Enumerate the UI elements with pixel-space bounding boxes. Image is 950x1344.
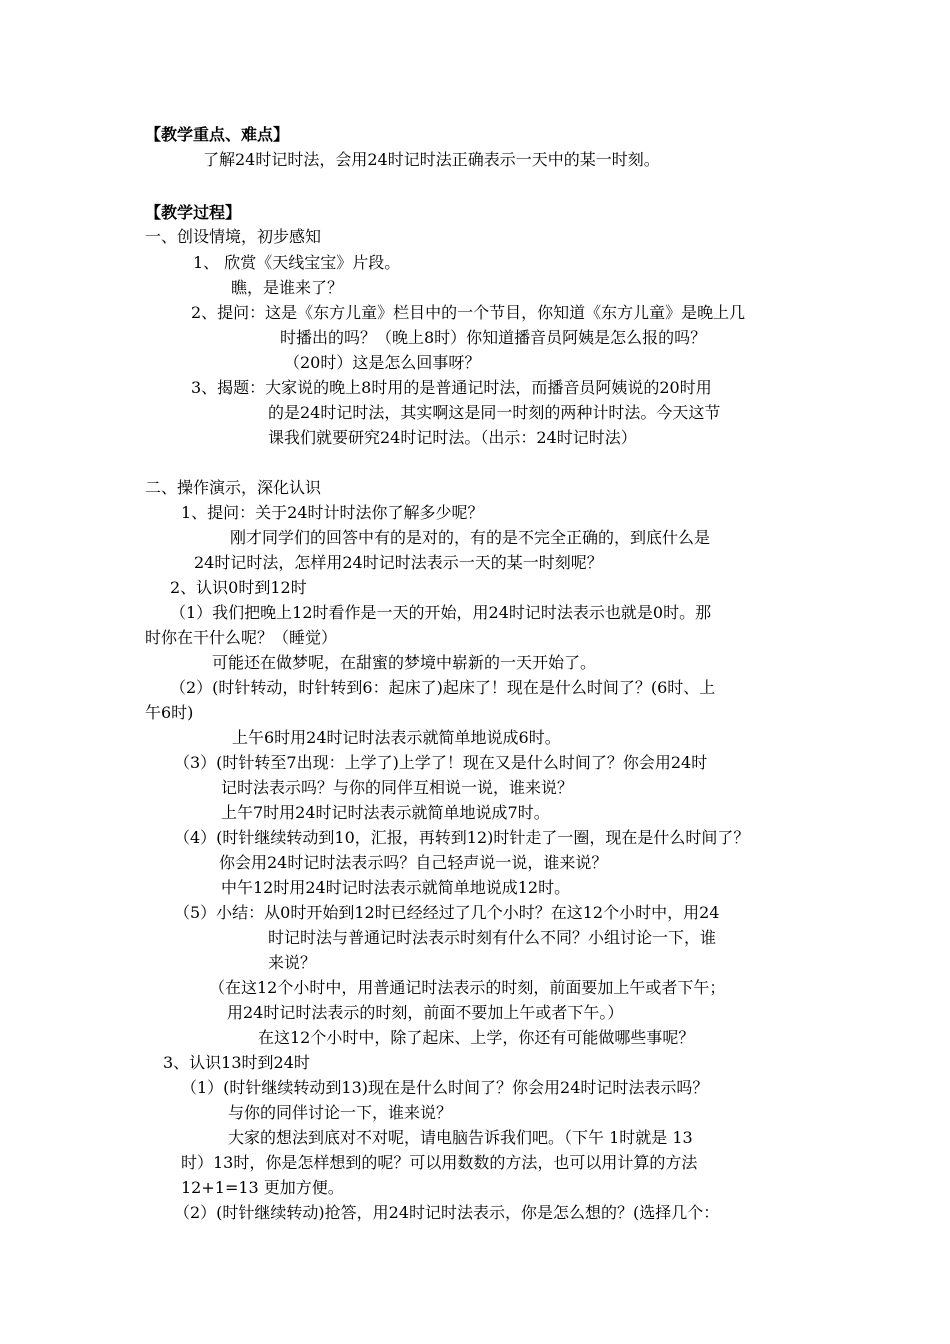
paragraph: （5）小结：从0时开始到12时已经经过了几个小时？在这12个小时中，用24 — [174, 903, 720, 922]
paragraph: 课我们就要研究24时记时法。（出示：24时记时法） — [268, 428, 637, 447]
paragraph: 在这12个小时中，除了起床、上学，你还有可能做哪些事呢？ — [258, 1028, 695, 1047]
paragraph: （1）我们把晚上12时看作是一天的开始，用24时记时法表示也就是0时。那 — [170, 603, 712, 622]
paragraph: 瞧，是谁来了？ — [231, 278, 344, 297]
section-heading-focus: 【教学重点、难点】 — [145, 125, 290, 144]
section-title: 一、创设情境，初步感知 — [145, 227, 322, 246]
paragraph: 午6时) — [145, 703, 194, 722]
list-item: 3、揭题：大家说的晚上8时用的是普通记时法，而播音员阿姨说的20时用 — [191, 378, 712, 397]
list-item: 2、提问：这是《东方儿童》栏目中的一个节目，你知道《东方儿童》是晚上几 — [191, 303, 746, 322]
paragraph: 24时记时法，怎样用24时记时法表示一天的某一时刻呢？ — [194, 553, 603, 572]
list-item: 1、提问：关于24时计时法你了解多少呢？ — [181, 503, 484, 522]
section-heading-process: 【教学过程】 — [145, 203, 242, 222]
paragraph: 记时法表示吗？与你的同伴互相说一说，谁来说？ — [221, 778, 574, 797]
paragraph: 时）13时，你是怎样想到的呢？可以用数数的方法，也可以用计算的方法 — [181, 1153, 698, 1172]
paragraph: 时记时法与普通记时法表示时刻有什么不同？小组讨论一下，谁 — [268, 928, 717, 947]
list-item: 1、 欣赏《天线宝宝》片段。 — [193, 253, 401, 272]
paragraph: 可能还在做梦呢，在甜蜜的梦境中崭新的一天开始了。 — [212, 653, 597, 672]
paragraph: （20时）这是怎么回事呀？ — [284, 353, 481, 372]
paragraph: 中午12时用24时记时法表示就简单地说成12时。 — [221, 878, 571, 897]
paragraph: （2）(时针转动，时针转到6：起床了)起床了！现在是什么时间了？(6时、上 — [170, 678, 716, 697]
paragraph: 来说？ — [268, 953, 317, 972]
paragraph: 你会用24时记时法表示吗？自己轻声说一说，谁来说？ — [219, 853, 608, 872]
paragraph: 上午6时用24时记时法表示就简单地说成6时。 — [232, 728, 561, 747]
paragraph: （2）(时针继续转动)抢答，用24时记时法表示，你是怎么想的？(选择几个： — [174, 1203, 720, 1222]
section-title: 二、操作演示，深化认识 — [145, 478, 322, 497]
paragraph: （3）(时针转至7出现：上学了)上学了！现在又是什么时间了？你会用24时 — [174, 753, 708, 772]
paragraph: （在这12个小时中，用普通记时法表示的时刻，前面要加上午或者下午； — [209, 978, 726, 997]
paragraph: 时播出的吗？（晚上8时）你知道播音员阿姨是怎么报的吗？ — [280, 328, 707, 347]
list-item: 3、认识13时到24时 — [163, 1053, 310, 1072]
paragraph: 的是24时记时法，其实啊这是同一时刻的两种计时法。今天这节 — [268, 403, 721, 422]
paragraph: （1）(时针继续转动到13)现在是什么时间了？你会用24时记时法表示吗？ — [181, 1078, 709, 1097]
paragraph: 大家的想法到底对不对呢，请电脑告诉我们吧。（下午 1时就是 13 — [228, 1128, 693, 1147]
paragraph: 时你在干什么呢？（睡觉） — [145, 628, 338, 647]
paragraph: （4）(时针继续转动到10，汇报，再转到12)时针走了一圈，现在是什么时间了？ — [174, 828, 750, 847]
paragraph: 刚才同学们的回答中有的是对的，有的是不完全正确的，到底什么是 — [230, 528, 711, 547]
paragraph: 用24时记时法表示的时刻，前面不要加上午或者下午。） — [227, 1003, 624, 1022]
list-item: 2、认识0时到12时 — [170, 578, 307, 597]
paragraph: 了解24时记时法，会用24时记时法正确表示一天中的某一时刻。 — [203, 150, 660, 169]
paragraph: 上午7时用24时记时法表示就简单地说成7时。 — [221, 803, 550, 822]
paragraph: 12+1=13 更加方便。 — [181, 1178, 344, 1197]
paragraph: 与你的同伴讨论一下，谁来说？ — [228, 1103, 453, 1122]
